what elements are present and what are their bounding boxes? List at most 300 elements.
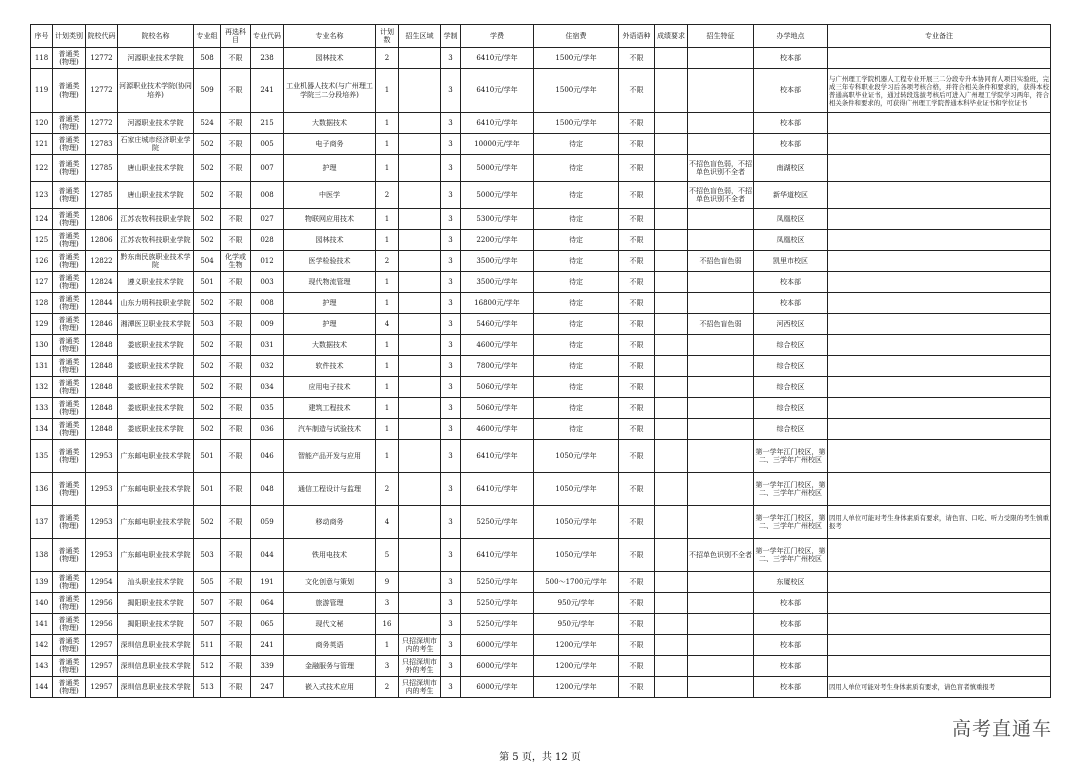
table-cell: 因用人单位可能对考生身体素质有要求，请色盲者慎重报考 xyxy=(828,677,1051,698)
table-cell xyxy=(828,314,1051,335)
table-cell xyxy=(688,69,754,113)
table-cell: 501 xyxy=(194,473,221,506)
table-cell: 不限 xyxy=(619,335,655,356)
table-cell: 娄底职业技术学院 xyxy=(118,419,194,440)
table-cell: 不限 xyxy=(221,230,251,251)
table-cell xyxy=(828,272,1051,293)
table-cell xyxy=(828,230,1051,251)
table-cell: 不限 xyxy=(221,539,251,572)
page-footer: 第 5 页，共 12 页 xyxy=(499,752,581,763)
table-cell xyxy=(828,635,1051,656)
table-cell: 3 xyxy=(441,398,461,419)
table-cell: 南湖校区 xyxy=(754,155,828,182)
table-cell: 504 xyxy=(194,251,221,272)
table-cell: 3 xyxy=(441,155,461,182)
table-cell: 不限 xyxy=(221,314,251,335)
table-cell: 3 xyxy=(441,656,461,677)
table-cell: 1 xyxy=(376,230,399,251)
table-cell: 502 xyxy=(194,155,221,182)
table-cell: 136 xyxy=(31,473,53,506)
table-cell xyxy=(399,356,441,377)
table-cell: 123 xyxy=(31,182,53,209)
table-cell: 5060元/学年 xyxy=(461,398,534,419)
table-row xyxy=(31,48,1051,69)
table-cell: 不限 xyxy=(221,293,251,314)
table-cell: 护理 xyxy=(284,314,376,335)
table-cell: 3 xyxy=(441,677,461,698)
table-cell: 3 xyxy=(441,335,461,356)
table-cell: 12953 xyxy=(86,539,118,572)
column-header: 计划数 xyxy=(376,25,399,48)
column-header: 院校名称 xyxy=(118,25,194,48)
table-row xyxy=(31,398,1051,419)
table-cell: 1200元/学年 xyxy=(534,656,619,677)
table-cell: 待定 xyxy=(534,377,619,398)
table-cell: 5250元/学年 xyxy=(461,572,534,593)
table-row xyxy=(31,440,1051,473)
table-cell: 129 xyxy=(31,314,53,335)
table-cell xyxy=(828,440,1051,473)
table-cell xyxy=(655,335,688,356)
table-cell: 中医学 xyxy=(284,182,376,209)
column-header: 计划类别 xyxy=(53,25,86,48)
column-header: 专业代码 xyxy=(251,25,284,48)
table-cell: 5300元/学年 xyxy=(461,209,534,230)
table-cell: 嵌入式技术应用 xyxy=(284,677,376,698)
table-cell: 12848 xyxy=(86,419,118,440)
table-cell: 141 xyxy=(31,614,53,635)
table-cell: 6000元/学年 xyxy=(461,635,534,656)
table-cell: 不限 xyxy=(619,677,655,698)
table-cell: 4600元/学年 xyxy=(461,335,534,356)
table-cell xyxy=(399,314,441,335)
table-cell xyxy=(655,677,688,698)
column-header: 学制 xyxy=(441,25,461,48)
table-cell: 3 xyxy=(441,209,461,230)
table-cell: 1050元/学年 xyxy=(534,506,619,539)
table-cell: 133 xyxy=(31,398,53,419)
table-cell xyxy=(828,356,1051,377)
table-cell: 3 xyxy=(441,134,461,155)
table-cell: 不限 xyxy=(619,314,655,335)
table-cell: 1500元/学年 xyxy=(534,48,619,69)
table-cell: 不限 xyxy=(221,473,251,506)
table-cell: 3 xyxy=(376,593,399,614)
table-cell xyxy=(828,134,1051,155)
table-cell: 不限 xyxy=(221,419,251,440)
table-cell: 文化创意与策划 xyxy=(284,572,376,593)
table-cell xyxy=(655,155,688,182)
table-cell: 134 xyxy=(31,419,53,440)
table-cell xyxy=(688,635,754,656)
table-cell xyxy=(688,473,754,506)
table-cell: 3 xyxy=(441,251,461,272)
table-cell: 12848 xyxy=(86,377,118,398)
table-body xyxy=(31,48,1051,698)
table-cell: 不限 xyxy=(221,635,251,656)
table-cell: 135 xyxy=(31,440,53,473)
table-cell: 不限 xyxy=(619,209,655,230)
table-cell: 139 xyxy=(31,572,53,593)
table-cell: 507 xyxy=(194,614,221,635)
table-cell: 3 xyxy=(441,293,461,314)
table-cell xyxy=(655,113,688,134)
table-cell: 普通类(物理) xyxy=(53,314,86,335)
table-cell: 江苏农牧科技职业学院 xyxy=(118,209,194,230)
table-cell xyxy=(688,209,754,230)
table-cell: 12954 xyxy=(86,572,118,593)
table-cell: 031 xyxy=(251,335,284,356)
table-cell xyxy=(828,539,1051,572)
table-cell: 综合校区 xyxy=(754,335,828,356)
table-cell: 2 xyxy=(376,182,399,209)
table-cell xyxy=(399,593,441,614)
table-cell: 普通类(物理) xyxy=(53,251,86,272)
table-cell: 新华道校区 xyxy=(754,182,828,209)
table-cell: 普通类(物理) xyxy=(53,656,86,677)
table-cell: 007 xyxy=(251,155,284,182)
column-header: 外语语种 xyxy=(619,25,655,48)
table-cell: 应用电子技术 xyxy=(284,377,376,398)
table-cell: 不招单色识别不全者 xyxy=(688,539,754,572)
column-header: 专业组 xyxy=(194,25,221,48)
table-cell: 校本部 xyxy=(754,272,828,293)
table-cell xyxy=(399,272,441,293)
table-cell: 3 xyxy=(441,377,461,398)
table-cell: 普通类(物理) xyxy=(53,272,86,293)
table-cell xyxy=(688,48,754,69)
table-cell: 12956 xyxy=(86,593,118,614)
table-cell: 501 xyxy=(194,440,221,473)
table-cell: 12822 xyxy=(86,251,118,272)
table-cell xyxy=(655,293,688,314)
table-cell: 校本部 xyxy=(754,134,828,155)
table-cell: 园林技术 xyxy=(284,48,376,69)
table-cell: 校本部 xyxy=(754,635,828,656)
table-row xyxy=(31,656,1051,677)
table-cell: 普通类(物理) xyxy=(53,614,86,635)
table-cell: 待定 xyxy=(534,155,619,182)
table-cell xyxy=(828,182,1051,209)
table-row xyxy=(31,251,1051,272)
table-cell: 待定 xyxy=(534,182,619,209)
table-cell: 3 xyxy=(441,356,461,377)
table-cell xyxy=(399,48,441,69)
table-cell: 不限 xyxy=(221,69,251,113)
table-cell: 048 xyxy=(251,473,284,506)
table-cell: 不限 xyxy=(619,272,655,293)
table-cell: 502 xyxy=(194,230,221,251)
table-cell: 003 xyxy=(251,272,284,293)
table-cell xyxy=(399,113,441,134)
table-cell: 1050元/学年 xyxy=(534,473,619,506)
table-cell: 大数据技术 xyxy=(284,113,376,134)
table-cell: 护理 xyxy=(284,293,376,314)
table-cell: 501 xyxy=(194,272,221,293)
table-cell: 215 xyxy=(251,113,284,134)
table-cell xyxy=(828,656,1051,677)
table-cell: 化学或生物 xyxy=(221,251,251,272)
table-cell: 移动商务 xyxy=(284,506,376,539)
table-cell xyxy=(399,155,441,182)
table-cell: 普通类(物理) xyxy=(53,230,86,251)
table-row xyxy=(31,506,1051,539)
table-cell: 4 xyxy=(376,506,399,539)
table-cell: 不限 xyxy=(619,614,655,635)
table-cell: 3500元/学年 xyxy=(461,251,534,272)
table-cell xyxy=(399,440,441,473)
table-cell: 12848 xyxy=(86,398,118,419)
table-cell: 不限 xyxy=(221,113,251,134)
table-cell: 校本部 xyxy=(754,113,828,134)
table-cell: 12772 xyxy=(86,69,118,113)
table-cell: 汕头职业技术学院 xyxy=(118,572,194,593)
table-cell xyxy=(828,48,1051,69)
table-cell: 第一学年江门校区，第二、三学年广州校区 xyxy=(754,440,828,473)
table-cell: 3 xyxy=(441,419,461,440)
table-cell: 1 xyxy=(376,272,399,293)
table-cell: 不限 xyxy=(221,134,251,155)
table-cell: 普通类(物理) xyxy=(53,677,86,698)
table-cell: 第一学年江门校区，第二、三学年广州校区 xyxy=(754,473,828,506)
table-cell: 与广州理工学院机器人工程专业开展三二分段专升本协同育人项目实验班，完成三年专科职业段学习后各项考核合格，并符合相关条件和要求的，获得本校普通高职毕业证书，通过转段选拔考核后可进入广州理工学院学习两年，符合相关条件和要求的，可获得广州理工学院普通本科毕业证书和学位证书 xyxy=(828,69,1051,113)
table-row xyxy=(31,614,1051,635)
table-cell: 不限 xyxy=(221,155,251,182)
table-cell xyxy=(655,440,688,473)
table-cell: 不限 xyxy=(619,182,655,209)
table-cell: 现代文秘 xyxy=(284,614,376,635)
table-cell xyxy=(399,614,441,635)
table-cell xyxy=(655,635,688,656)
column-header: 专业备注 xyxy=(828,25,1051,48)
table-cell: 2200元/学年 xyxy=(461,230,534,251)
table-header-row xyxy=(31,25,1051,48)
table-cell: 第一学年江门校区，第二、三学年广州校区 xyxy=(754,506,828,539)
table-cell: 广东邮电职业技术学院 xyxy=(118,506,194,539)
table-cell: 深圳信息职业技术学院 xyxy=(118,656,194,677)
table-cell: 深圳信息职业技术学院 xyxy=(118,635,194,656)
table-cell: 工业机器人技术(与广州理工学院三二分段培养) xyxy=(284,69,376,113)
table-cell xyxy=(828,473,1051,506)
table-cell: 普通类(物理) xyxy=(53,182,86,209)
table-cell: 3500元/学年 xyxy=(461,272,534,293)
table-cell: 不限 xyxy=(619,506,655,539)
table-row xyxy=(31,209,1051,230)
table-cell xyxy=(688,656,754,677)
table-row xyxy=(31,419,1051,440)
table-cell: 008 xyxy=(251,293,284,314)
table-cell: 不限 xyxy=(619,155,655,182)
table-cell: 广东邮电职业技术学院 xyxy=(118,440,194,473)
table-cell: 502 xyxy=(194,506,221,539)
table-cell xyxy=(655,230,688,251)
table-cell: 河源职业技术学院 xyxy=(118,113,194,134)
table-cell: 凯里市校区 xyxy=(754,251,828,272)
table-cell: 12783 xyxy=(86,134,118,155)
table-cell: 5000元/学年 xyxy=(461,182,534,209)
table-cell: 河源职业技术学院 xyxy=(118,48,194,69)
table-cell: 综合校区 xyxy=(754,377,828,398)
table-cell: 247 xyxy=(251,677,284,698)
table-cell: 不限 xyxy=(221,398,251,419)
table-cell: 不限 xyxy=(619,48,655,69)
table-cell: 园林技术 xyxy=(284,230,376,251)
table-cell: 120 xyxy=(31,113,53,134)
table-cell: 3 xyxy=(441,182,461,209)
table-cell: 1500元/学年 xyxy=(534,69,619,113)
table-cell: 12824 xyxy=(86,272,118,293)
table-row xyxy=(31,356,1051,377)
table-cell xyxy=(399,419,441,440)
table-row xyxy=(31,539,1051,572)
table-cell: 不限 xyxy=(619,593,655,614)
table-cell xyxy=(688,506,754,539)
table-cell: 待定 xyxy=(534,419,619,440)
table-cell: 普通类(物理) xyxy=(53,48,86,69)
table-cell xyxy=(688,293,754,314)
table-cell: 046 xyxy=(251,440,284,473)
table-cell: 950元/学年 xyxy=(534,593,619,614)
table-cell: 027 xyxy=(251,209,284,230)
table-cell: 6410元/学年 xyxy=(461,69,534,113)
table-cell: 不限 xyxy=(619,539,655,572)
table-cell xyxy=(655,539,688,572)
table-cell xyxy=(655,419,688,440)
table-cell: 2 xyxy=(376,48,399,69)
table-cell xyxy=(655,314,688,335)
table-cell: 138 xyxy=(31,539,53,572)
table-cell: 3 xyxy=(441,572,461,593)
table-cell: 普通类(物理) xyxy=(53,473,86,506)
table-cell: 凤凰校区 xyxy=(754,209,828,230)
table-cell: 普通类(物理) xyxy=(53,293,86,314)
table-cell xyxy=(655,251,688,272)
table-cell xyxy=(688,377,754,398)
table-cell: 124 xyxy=(31,209,53,230)
watermark-logo: 高考直通车 xyxy=(951,718,1052,740)
table-cell xyxy=(688,419,754,440)
table-cell xyxy=(828,419,1051,440)
table-cell: 503 xyxy=(194,314,221,335)
table-cell: 物联网应用技术 xyxy=(284,209,376,230)
table-cell xyxy=(399,335,441,356)
table-cell: 044 xyxy=(251,539,284,572)
table-cell: 不限 xyxy=(619,230,655,251)
table-cell: 东厦校区 xyxy=(754,572,828,593)
table-cell: 144 xyxy=(31,677,53,698)
table-cell: 3 xyxy=(441,473,461,506)
table-cell: 12956 xyxy=(86,614,118,635)
table-cell xyxy=(828,593,1051,614)
table-cell xyxy=(655,272,688,293)
table-cell: 950元/学年 xyxy=(534,614,619,635)
table-row xyxy=(31,635,1051,656)
table-cell: 通信工程设计与监理 xyxy=(284,473,376,506)
table-row xyxy=(31,677,1051,698)
table-cell: 不限 xyxy=(221,593,251,614)
table-cell: 511 xyxy=(194,635,221,656)
table-cell: 3 xyxy=(441,314,461,335)
table-cell: 软件技术 xyxy=(284,356,376,377)
table-cell: 127 xyxy=(31,272,53,293)
table-cell: 4600元/学年 xyxy=(461,419,534,440)
table-cell: 不限 xyxy=(221,356,251,377)
table-cell: 黔东南民族职业技术学院 xyxy=(118,251,194,272)
table-cell: 1200元/学年 xyxy=(534,677,619,698)
table-cell: 广东邮电职业技术学院 xyxy=(118,473,194,506)
table-cell: 待定 xyxy=(534,230,619,251)
table-cell xyxy=(399,251,441,272)
table-cell xyxy=(655,398,688,419)
table-cell: 502 xyxy=(194,377,221,398)
table-cell: 校本部 xyxy=(754,614,828,635)
table-cell: 524 xyxy=(194,113,221,134)
table-cell: 1 xyxy=(376,398,399,419)
column-header: 办学地点 xyxy=(754,25,828,48)
table-cell xyxy=(655,134,688,155)
table-cell: 1 xyxy=(376,419,399,440)
column-header: 再选科目 xyxy=(221,25,251,48)
table-cell: 广东邮电职业技术学院 xyxy=(118,539,194,572)
table-cell xyxy=(828,209,1051,230)
table-cell: 凤凰校区 xyxy=(754,230,828,251)
column-header: 成绩要求 xyxy=(655,25,688,48)
table-cell: 502 xyxy=(194,419,221,440)
table-cell xyxy=(688,440,754,473)
table-cell: 5250元/学年 xyxy=(461,614,534,635)
table-cell: 普通类(物理) xyxy=(53,419,86,440)
table-cell: 2 xyxy=(376,473,399,506)
table-cell: 508 xyxy=(194,48,221,69)
table-cell: 普通类(物理) xyxy=(53,356,86,377)
table-row xyxy=(31,230,1051,251)
table-cell xyxy=(828,572,1051,593)
table-cell: 不限 xyxy=(619,398,655,419)
table-cell: 普通类(物理) xyxy=(53,635,86,656)
table-cell: 不招色盲色弱，不招单色识别不全者 xyxy=(688,155,754,182)
table-cell: 191 xyxy=(251,572,284,593)
table-cell xyxy=(828,335,1051,356)
table-cell: 12806 xyxy=(86,209,118,230)
table-cell: 综合校区 xyxy=(754,419,828,440)
table-cell: 普通类(物理) xyxy=(53,440,86,473)
table-cell xyxy=(655,473,688,506)
table-cell: 揭阳职业技术学院 xyxy=(118,593,194,614)
table-cell: 智能产品开发与应用 xyxy=(284,440,376,473)
table-cell: 不招色盲色弱 xyxy=(688,314,754,335)
table-cell xyxy=(655,614,688,635)
table-cell: 娄底职业技术学院 xyxy=(118,356,194,377)
column-header: 院校代码 xyxy=(86,25,118,48)
table-cell: 3 xyxy=(441,48,461,69)
table-cell: 山东力明科技职业学院 xyxy=(118,293,194,314)
table-cell: 12953 xyxy=(86,440,118,473)
table-cell: 6410元/学年 xyxy=(461,473,534,506)
table-cell: 不限 xyxy=(619,419,655,440)
table-cell: 1 xyxy=(376,293,399,314)
table-cell: 1 xyxy=(376,209,399,230)
table-cell xyxy=(828,614,1051,635)
table-cell: 待定 xyxy=(534,314,619,335)
table-cell: 3 xyxy=(441,272,461,293)
table-cell: 不限 xyxy=(619,69,655,113)
table-cell: 1 xyxy=(376,155,399,182)
table-cell: 4 xyxy=(376,314,399,335)
table-cell: 建筑工程技术 xyxy=(284,398,376,419)
table-cell: 032 xyxy=(251,356,284,377)
table-row xyxy=(31,377,1051,398)
table-cell: 不限 xyxy=(221,656,251,677)
